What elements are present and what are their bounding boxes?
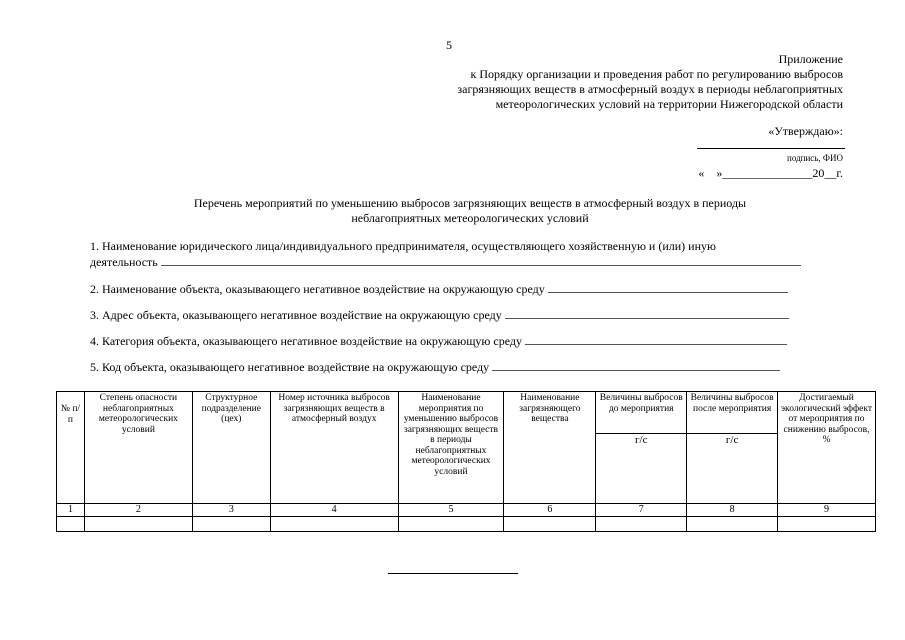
document-title-line: неблагоприятных метеорологических условий bbox=[351, 211, 589, 225]
table-cell[interactable] bbox=[687, 517, 778, 532]
column-number: 1 bbox=[57, 504, 85, 517]
field-label: 4. Категория объекта, оказывающего негативное воздействие на окружающую среду bbox=[90, 334, 522, 348]
field-label: 2. Наименование объекта, оказывающего негативное воздействие на окружающую среду bbox=[90, 282, 545, 296]
unit-after: г/с bbox=[687, 434, 778, 504]
header-emissions-after: Величины выбросов после мероприятия bbox=[687, 392, 778, 434]
field-label: 3. Адрес объекта, оказывающего негативное воздействие на окружающую среду bbox=[90, 308, 502, 322]
field-object-code bbox=[90, 360, 780, 375]
date-line: « »_______________20__г. bbox=[698, 166, 843, 180]
signature-line bbox=[697, 148, 845, 149]
table-cell[interactable] bbox=[778, 517, 876, 532]
table-cell[interactable] bbox=[84, 517, 192, 532]
field-legal-entity bbox=[90, 239, 716, 254]
appendix-line: к Порядку организации и проведения работ по регулированию выбросов bbox=[470, 67, 843, 81]
column-number: 7 bbox=[596, 504, 687, 517]
header-pollutant-name: Наименование загрязняющего вещества bbox=[504, 392, 596, 504]
field-label: 1. Наименование юридического лица/индивидуального предпринимателя, осуществляющего хозяйственную и (или) иную bbox=[90, 239, 716, 253]
page-number: 5 bbox=[446, 38, 452, 52]
measures-table bbox=[56, 391, 876, 532]
column-number: 5 bbox=[398, 504, 504, 517]
document-title-line: Перечень мероприятий по уменьшению выбросов загрязняющих веществ в атмосферный воздух в периоды bbox=[193, 196, 747, 210]
table-cell[interactable] bbox=[596, 517, 687, 532]
column-number-row bbox=[57, 504, 876, 517]
fill-line[interactable] bbox=[525, 344, 787, 345]
table-cell[interactable] bbox=[270, 517, 398, 532]
table-row bbox=[57, 517, 876, 532]
field-object-category bbox=[90, 334, 787, 349]
column-number: 8 bbox=[687, 504, 778, 517]
field-legal-entity-continued bbox=[90, 255, 801, 270]
field-object-address bbox=[90, 308, 789, 323]
approve-label: «Утверждаю»: bbox=[768, 124, 843, 138]
column-number: 2 bbox=[84, 504, 192, 517]
unit-before: г/с bbox=[596, 434, 687, 504]
table-cell[interactable] bbox=[398, 517, 504, 532]
field-object-name bbox=[90, 282, 788, 297]
signature-caption: подпись, ФИО bbox=[787, 153, 843, 163]
column-number: 3 bbox=[192, 504, 270, 517]
bottom-separator bbox=[388, 573, 518, 574]
appendix-line: метеорологических условий на территории Нижегородской области bbox=[495, 97, 843, 111]
fill-line[interactable] bbox=[161, 265, 801, 266]
fill-line[interactable] bbox=[492, 370, 780, 371]
appendix-line: загрязняющих веществ в атмосферный воздух в периоды неблагоприятных bbox=[457, 82, 843, 96]
table-cell[interactable] bbox=[504, 517, 596, 532]
field-label: деятельность bbox=[90, 255, 158, 269]
field-label: 5. Код объекта, оказывающего негативное воздействие на окружающую среду bbox=[90, 360, 490, 374]
header-source-number: Номер источника выбросов загрязняющих веществ в атмосферный воздух bbox=[270, 392, 398, 504]
header-emissions-before: Величины выбросов до мероприятия bbox=[596, 392, 687, 434]
fill-line[interactable] bbox=[548, 292, 788, 293]
header-hazard-level: Степень опасности неблагоприятных метеорологических условий bbox=[84, 392, 192, 504]
table-cell[interactable] bbox=[192, 517, 270, 532]
column-number: 6 bbox=[504, 504, 596, 517]
header-measure-name: Наименование мероприятия по уменьшению выбросов загрязняющих веществ в периоды неблагоприятных метеорологических условий bbox=[398, 392, 504, 504]
document-title bbox=[160, 196, 780, 226]
appendix-label: Приложение bbox=[778, 52, 843, 66]
column-number: 4 bbox=[270, 504, 398, 517]
header-effect: Достигаемый экологический эффект от мероприятия по снижению выбросов, % bbox=[778, 392, 876, 504]
header-number: № п/п bbox=[57, 392, 85, 504]
appendix-header bbox=[373, 52, 843, 112]
header-department: Структурное подразделение (цех) bbox=[192, 392, 270, 504]
column-number: 9 bbox=[778, 504, 876, 517]
fill-line[interactable] bbox=[505, 318, 789, 319]
table-cell[interactable] bbox=[57, 517, 85, 532]
